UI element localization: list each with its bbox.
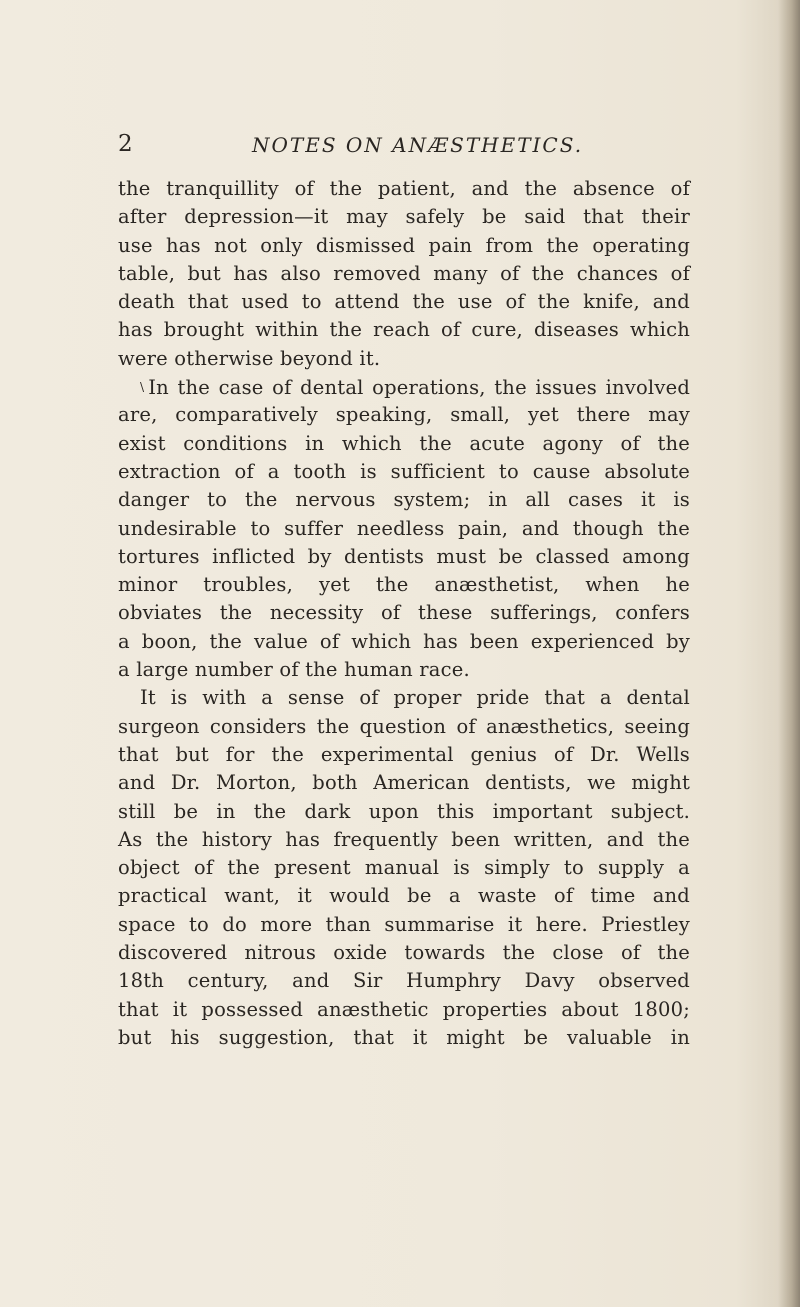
text-line: but his suggestion, that it might be valuable in	[118, 1025, 690, 1049]
text-line: table, but has also removed many of the chances of	[118, 261, 690, 285]
text-line: danger to the nervous system; in all cases it is	[118, 488, 690, 512]
page-edge-shadow	[778, 0, 800, 1307]
text-line: after depression—it may safely be said that their	[118, 205, 690, 229]
text-line: surgeon considers the question of anæsthetics, seeing	[118, 714, 690, 738]
text-line: death that used to attend the use of the knife, and	[118, 290, 690, 314]
text-line: object of the present manual is simply to supply a	[118, 856, 690, 880]
text-line: has brought within the reach of cure, diseases which	[118, 318, 690, 342]
text-line: were otherwise beyond it.	[118, 346, 381, 370]
text-line: space to do more than summarise it here. Priestley	[118, 912, 690, 936]
running-head	[118, 131, 698, 163]
text-line: tortures inflicted by dentists must be classed among	[118, 544, 690, 568]
body-text	[118, 175, 690, 1052]
text-line: that it possessed anæsthetic properties about 1800;	[118, 997, 690, 1021]
paragraph-start-line: It is with a sense of proper pride that a dental	[140, 686, 690, 710]
text-line: are, comparatively speaking, small, yet there may	[118, 403, 690, 427]
text-line: minor troubles, yet the anæsthetist, when he	[118, 573, 690, 597]
text-line: As the history has frequently been written, and the	[118, 827, 690, 851]
text-line: still be in the dark upon this important subject.	[118, 799, 690, 823]
text-line-content: In the case of dental operations, the issues involved	[148, 376, 690, 400]
text-line: use has not only dismissed pain from the operating	[118, 233, 690, 257]
text-line: that but for the experimental genius of Dr. Wells	[118, 742, 690, 766]
text-line: exist conditions in which the acute agony of the	[118, 431, 690, 455]
text-line: undesirable to suffer needless pain, and though the	[118, 516, 690, 540]
text-line: practical want, it would be a waste of time and	[118, 884, 690, 908]
stray-mark: \	[140, 380, 145, 395]
text-line: extraction of a tooth is sufficient to cause absolute	[118, 459, 690, 483]
text-line: obviates the necessity of these sufferings, confers	[118, 601, 690, 625]
text-line: a boon, the value of which has been experienced by	[118, 629, 690, 653]
text-line: the tranquillity of the patient, and the absence of	[118, 177, 690, 200]
text-line: 18th century, and Sir Humphry Davy observed	[118, 969, 690, 993]
running-title: NOTES ON ANÆSTHETICS.	[252, 133, 584, 157]
text-line: and Dr. Morton, both American dentists, we might	[118, 771, 690, 795]
text-line: discovered nitrous oxide towards the close of the	[118, 941, 690, 965]
page-number: 2	[118, 131, 134, 157]
text-line: a large number of the human race.	[118, 658, 470, 682]
paragraph-start-line	[118, 373, 690, 401]
